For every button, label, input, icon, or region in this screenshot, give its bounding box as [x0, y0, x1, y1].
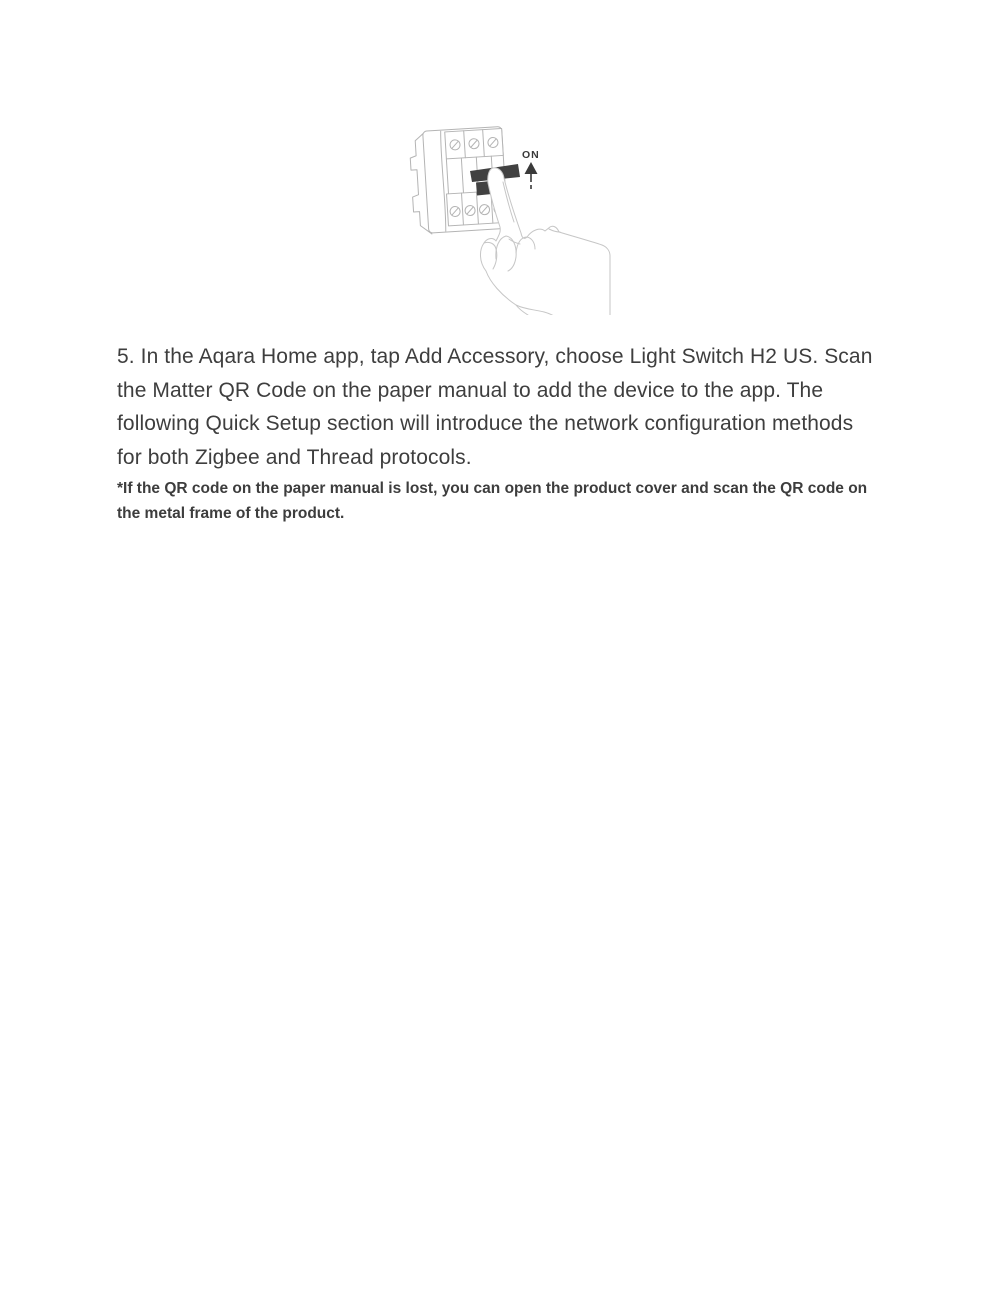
footnote-line: the metal frame of the product. — [117, 505, 345, 522]
paragraph-line: the Matter QR Code on the paper manual to add the device to the app. The — [117, 378, 824, 402]
paragraph-line: 5. In the Aqara Home app, tap Add Accessory, choose Light Switch H2 US. Scan — [117, 345, 873, 368]
hand-silhouette — [480, 168, 610, 315]
qr-code-footnote — [117, 476, 907, 526]
breaker-on-svg — [402, 115, 637, 315]
breaker-on-illustration — [402, 115, 637, 315]
on-indicator — [522, 149, 540, 189]
on-label: ON — [522, 149, 540, 161]
paragraph-line: following Quick Setup section will introduce the network configuration methods — [117, 412, 854, 436]
footnote-line: *If the QR code on the paper manual is lost, you can open the product cover and scan the QR code on — [117, 480, 868, 497]
up-arrow-icon — [525, 162, 538, 174]
step-5-paragraph — [117, 340, 907, 474]
hand-drawing — [480, 168, 610, 315]
paragraph-line: for both Zigbee and Thread protocols. — [117, 445, 472, 469]
